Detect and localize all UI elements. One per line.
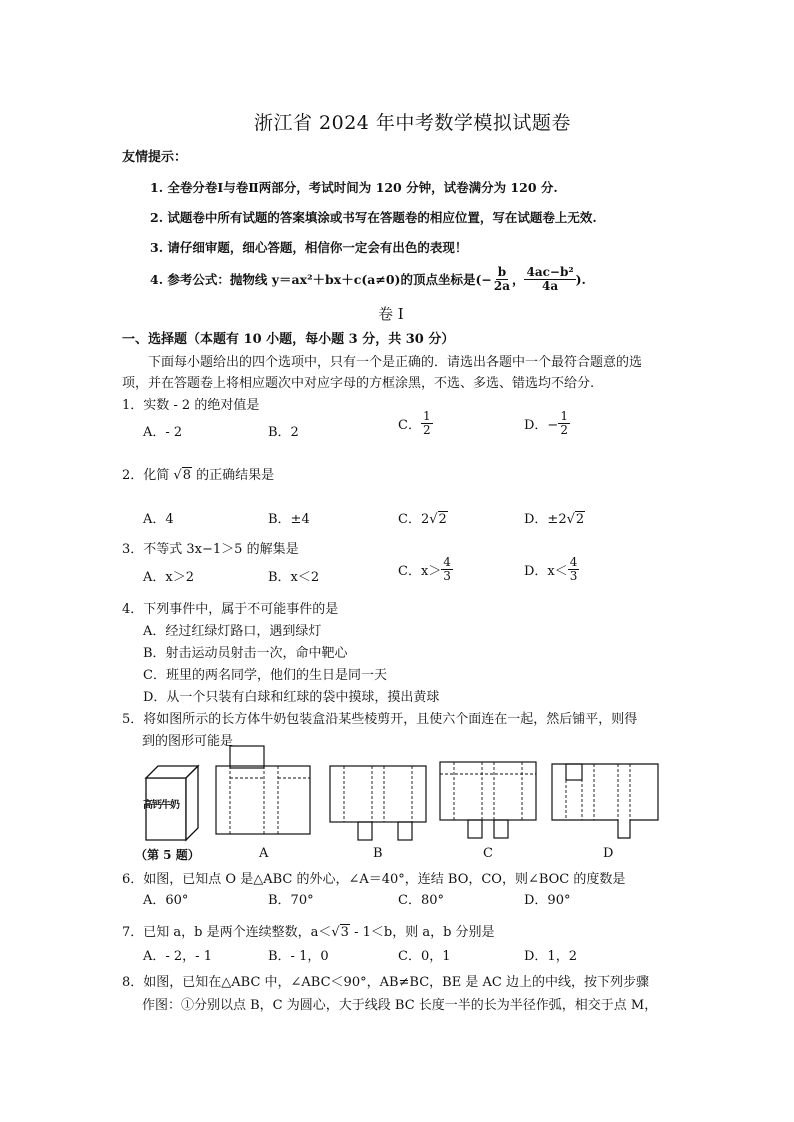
option-label: C．2√ (398, 512, 438, 527)
radicand: 2 (575, 512, 585, 527)
q8-line-1: 8．如图，已知在△ABC 中，∠ABC＜90°，AB≠BC，BE 是 AC 边上的中线，按下列步骤 (122, 975, 649, 990)
q4-option-c: C．班里的两名同学，他们的生日是同一天 (143, 668, 387, 683)
option-label: D．− (524, 417, 559, 433)
q7-stem (122, 921, 495, 940)
formula-comma: ， (511, 272, 525, 288)
net-figure-c (438, 758, 538, 842)
radicand: 2 (438, 512, 447, 527)
q6-option-d: D．90° (524, 893, 571, 908)
q1-option-a: A．- 2 (143, 425, 183, 440)
q5-label-b: B (373, 846, 383, 861)
q2-option-d (524, 508, 585, 527)
fraction-numerator: 4ac−b² (526, 265, 574, 279)
option-label: C．x＞ (398, 563, 442, 579)
q7-stem-pre: 7．已知 a，b 是两个连续整数，a＜√ (122, 925, 340, 940)
fraction-denominator: 2 (560, 422, 568, 437)
q5-label-d: D (603, 846, 614, 861)
q2-stem-pre: 2．化简 √ (122, 468, 182, 483)
net-figure-d (550, 758, 662, 842)
tip-item-2: 2. 试题卷中所有试题的答案填涂或书写在答题卷的相应位置，写在试题卷上无效. (150, 210, 597, 225)
page-title: 浙江省 2024 年中考数学模拟试题卷 (254, 112, 571, 134)
net-figure-b (328, 758, 428, 842)
option-label: D．±2√ (524, 512, 575, 527)
formula-suffix: ). (575, 271, 586, 287)
fraction-numerator: 1 (560, 409, 568, 423)
q6-option-a: A．60° (143, 893, 189, 908)
fraction-denominator: 3 (443, 568, 451, 583)
fraction-denominator: 2 (422, 422, 431, 437)
q4-option-b: B．射击运动员射击一次，命中靶心 (143, 646, 348, 661)
formula-prefix: 4. 参考公式：抛物线 y＝ax²＋bx＋c(a≠0)的顶点坐标是(− (150, 272, 492, 288)
section-heading: 一、选择题（本题有 10 小题，每小题 3 分，共 30 分） (122, 332, 455, 347)
q1-stem: 1．实数 - 2 的绝对值是 (122, 398, 260, 413)
fraction-numerator: b (497, 265, 507, 279)
q4-option-d: D．从一个只装有白球和红球的袋中摸球，摸出黄球 (143, 690, 440, 705)
q5-stem-line-2: 到的图形可能是 (142, 734, 234, 749)
q6-stem: 6．如图，已知点 O 是△ABC 的外心，∠A＝40°，连结 BO，CO，则∠BOC 的度数是 (122, 872, 626, 887)
section-intro-line-1: 下面每小题给出的四个选项中，只有一个是正确的．请选出各题中一个最符合题意的选 (148, 355, 643, 370)
net-figure-a (214, 744, 314, 838)
q7-option-b: B．- 1，0 (268, 949, 329, 964)
tip-item-3: 3. 请仔细审题，细心答题，相信你一定会有出色的表现！ (150, 240, 468, 255)
q3-option-b: B．x＜2 (268, 570, 320, 585)
radicand: 8 (182, 468, 191, 483)
q1-option-c (398, 410, 433, 436)
fraction-numerator: 4 (443, 555, 451, 569)
q2-option-c (398, 508, 448, 527)
q3-option-a: A．x＞2 (143, 570, 194, 585)
q5-label-c: C (483, 846, 493, 861)
q5-stem-line-1: 5．将如图所示的长方体牛奶包装盒沿某些棱剪开，且使六个面连在一起，然后铺平，则得 (122, 712, 638, 727)
q7-stem-post: - 1＜b，则 a，b 分别是 (349, 925, 495, 940)
q7-option-c: C．0，1 (398, 949, 451, 964)
q2-stem-post: 的正确结果是 (191, 468, 275, 483)
q2-option-a: A．4 (143, 512, 174, 527)
q1-option-b: B．2 (268, 425, 299, 440)
q5-label-a: A (259, 846, 269, 861)
q8-line-2: 作图：①分别以点 B，C 为圆心，大于线段 BC 长度一半的长为半径作弧，相交于点 M， (142, 998, 658, 1013)
q6-option-c: C．80° (398, 893, 444, 908)
radicand: 3 (340, 925, 349, 940)
milk-box-label: 高钙牛奶 (143, 800, 179, 811)
fraction-denominator: 3 (569, 568, 578, 583)
fraction-denominator: 2a (493, 278, 510, 293)
option-label: C． (398, 417, 421, 433)
tip-item-4-formula (150, 266, 586, 292)
formula-fraction-4ac (524, 266, 575, 292)
fraction (558, 410, 570, 436)
fraction (568, 556, 580, 582)
tip-item-1: 1. 全卷分卷Ⅰ与卷Ⅱ两部分，考试时间为 120 分钟，试卷满分为 120 分. (150, 180, 558, 195)
q1-option-d (524, 410, 570, 436)
formula-fraction-b-over-2a (492, 266, 512, 292)
q2-option-b: B．±4 (268, 512, 310, 527)
option-label: D．x＜ (524, 563, 568, 579)
fraction-numerator: 1 (422, 409, 431, 423)
q7-option-a: A．- 2，- 1 (143, 949, 212, 964)
section-intro-line-2: 项，并在答题卷上将相应题次中对应字母的方框涂黑，不选、多选、错选均不给分. (122, 376, 595, 391)
fraction (421, 410, 433, 436)
juan-heading: 卷 Ⅰ (378, 305, 404, 323)
fraction-denominator: 4a (541, 278, 559, 293)
q4-option-a: A．经过红绿灯路口，遇到绿灯 (143, 624, 322, 639)
q7-option-d: D．1，2 (524, 949, 577, 964)
q2-stem (122, 464, 274, 483)
q3-option-c (398, 556, 453, 582)
q6-option-b: B．70° (268, 893, 314, 908)
q4-stem: 4．下列事件中，属于不可能事件的是 (122, 602, 339, 617)
tips-heading: 友情提示： (122, 150, 188, 165)
fraction-numerator: 4 (569, 555, 578, 569)
fraction (441, 556, 453, 582)
q3-stem: 3．不等式 3x−1＞5 的解集是 (122, 542, 299, 557)
q5-caption: （第 5 题） (135, 848, 200, 862)
q3-option-d (524, 556, 579, 582)
